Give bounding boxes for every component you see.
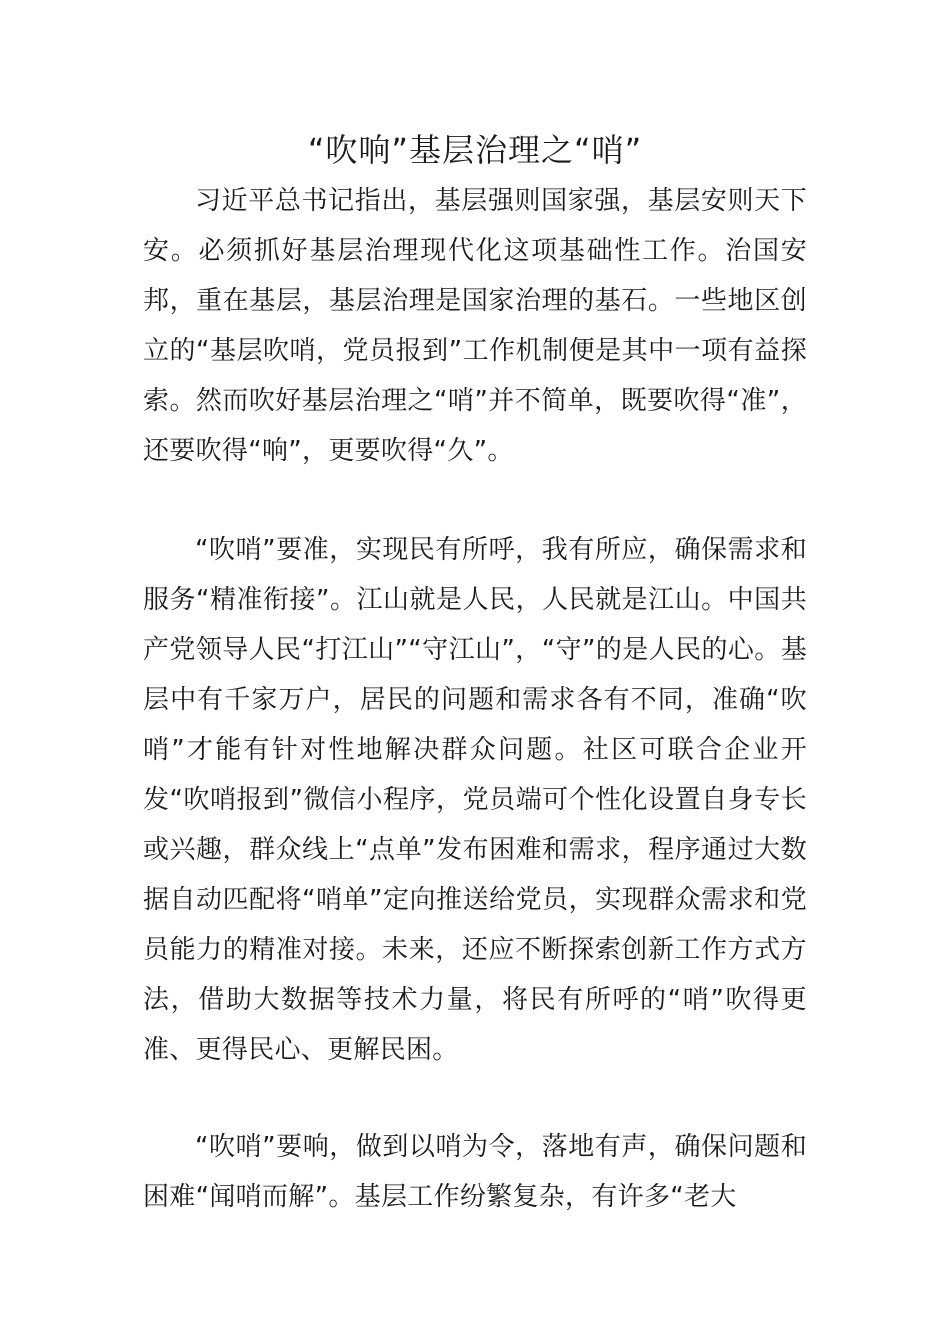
body-paragraph: “吹哨”要准，实现民有所呼，我有所应，确保需求和服务“精准衔接”。江山就是人民，人民就是江山。中国共产党领导人民“打江山”“守江山”，“守”的是人民的心。基层中有千家万户，居民的问题和需求各有不同，准确“吹哨”才能有针对性地解决群众问题。社区可联合企业开发“吹哨报到”微信小程序，党员端可个性化设置自身专长或兴趣，群众线上“点单”发布困难和需求，程序通过大数据自动匹配将“哨单”定向推送给党员，实现群众需求和党员能力的精准对接。未来，还应不断探索创新工作方式方法，借助大数据等技术力量，将民有所呼的“哨”吹得更准、更得民心、更解民困。	[143, 535, 807, 1065]
document-title: “吹响”基层治理之“哨”	[307, 131, 643, 169]
body-paragraph: 习近平总书记指出，基层强则国家强，基层安则天下安。必须抓好基层治理现代化这项基础性工作。治国安邦，重在基层，基层治理是国家治理的基石。一些地区创立的“基层吹哨，党员报到”工作机制便是其中一项有益探索。然而吹好基层治理之“哨”并不简单，既要吹得“准”，还要吹得“响”，更要吹得“久”。	[143, 186, 807, 466]
body-paragraph: “吹哨”要响，做到以哨为令，落地有声，确保问题和困难“闻哨而解”。基层工作纷繁复杂，有许多“老大	[143, 1132, 807, 1212]
